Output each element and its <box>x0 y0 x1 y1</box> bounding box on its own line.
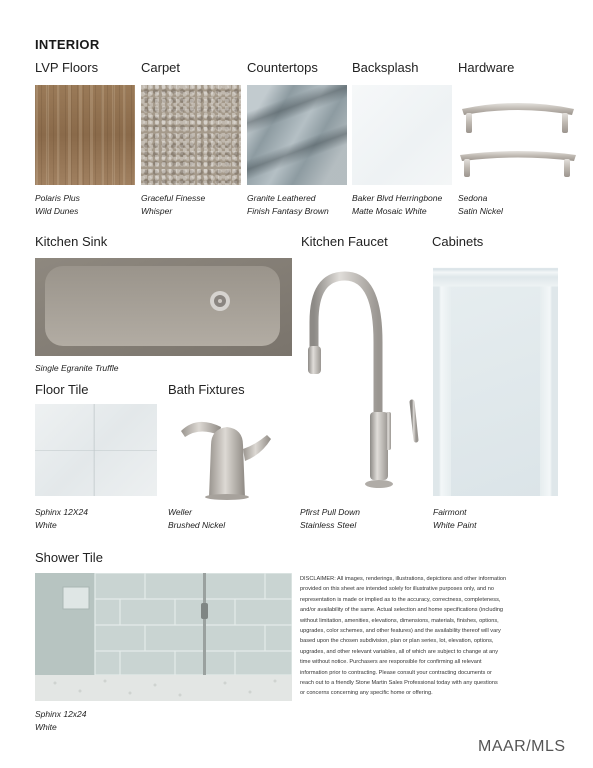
bath-faucet-icon <box>181 422 271 500</box>
disclaimer-line: or concerns concerning any specific home or offering. <box>300 690 433 697</box>
disclaimer-line: information prior to contracting. Please consult your contracting documents or <box>300 669 492 676</box>
disclaimer-line: provided on this sheet are intended solely for illustrative purposes only, and no <box>300 586 494 593</box>
lvp-floors-color: Wild Dunes <box>35 206 79 216</box>
lvp-floors-caption <box>35 192 80 218</box>
disclaimer-line: without limitation, amenities, elevations, dimensions, materials, finishes, options, <box>300 617 499 624</box>
countertops-name: Granite Leathered <box>247 193 316 203</box>
disclaimer-line: representation is made or implied as to the accuracy, correctness, completeness, <box>300 596 501 603</box>
shower-tile-name: Sphinx 12x24 <box>35 709 87 719</box>
carpet-swatch <box>141 85 241 185</box>
bath-fixtures-name: Weller <box>168 507 192 517</box>
backsplash-finish: Matte Mosaic White <box>352 206 427 216</box>
carpet-heading: Carpet <box>141 60 181 75</box>
backsplash-name: Baker Blvd Herringbone <box>352 193 443 203</box>
floor-tile-name: Sphinx 12X24 <box>35 507 88 517</box>
kitchen-faucet-swatch <box>300 262 425 502</box>
backsplash-heading: Backsplash <box>352 60 419 75</box>
shower-tile-caption <box>35 708 87 734</box>
lvp-floors-swatch <box>35 85 135 185</box>
hardware-name: Sedona <box>458 193 488 203</box>
countertops-caption <box>247 192 329 218</box>
countertops-finish: Finish Fantasy Brown <box>247 206 329 216</box>
shower-tile-swatch <box>35 573 292 701</box>
hardware-swatch <box>458 85 578 185</box>
kitchen-sink-heading: Kitchen Sink <box>35 234 108 249</box>
hardware-finish: Satin Nickel <box>458 206 503 216</box>
kitchen-faucet-name: Pfirst Pull Down <box>300 507 360 517</box>
disclaimer-line: DISCLAIMER: All images, renderings, illustrations, depictions and other information <box>300 576 507 582</box>
kitchen-faucet-heading: Kitchen Faucet <box>301 234 388 249</box>
countertops-swatch <box>247 85 347 185</box>
floor-tile-heading: Floor Tile <box>35 382 89 397</box>
carpet-color: Whisper <box>141 206 173 216</box>
bath-fixtures-finish: Brushed Nickel <box>168 520 226 530</box>
disclaimer-line: upgrades, color schemes, and other features) and the availability thereof will vary <box>300 628 501 635</box>
bath-fixtures-caption <box>168 506 225 532</box>
lvp-floors-heading: LVP Floors <box>35 60 99 75</box>
cabinet-pull-icon <box>462 103 574 133</box>
kitchen-faucet-caption <box>300 506 360 532</box>
cabinets-heading: Cabinets <box>432 234 484 249</box>
cabinets-swatch <box>433 258 558 496</box>
disclaimer-text <box>300 574 565 699</box>
shower-tile-heading: Shower Tile <box>35 550 103 565</box>
backsplash-swatch <box>352 85 452 185</box>
floor-tile-color: White <box>35 520 57 530</box>
kitchen-faucet-finish: Stainless Steel <box>300 520 357 530</box>
cabinets-name: Fairmont <box>433 507 467 517</box>
drawer-pull-icon <box>460 151 576 177</box>
lvp-floors-name: Polaris Plus <box>35 193 80 203</box>
carpet-name: Graceful Finesse <box>141 193 206 203</box>
cabinets-finish: White Paint <box>433 520 477 530</box>
disclaimer-line: and/or availability of the same. Actual selection and home specifications (including <box>300 607 504 614</box>
countertops-heading: Countertops <box>247 60 318 75</box>
disclaimer-line: reach out to a friendly Stone Martin Sales Professional today with any questions <box>300 680 498 687</box>
carpet-caption <box>141 192 205 218</box>
floor-tile-swatch <box>35 404 157 496</box>
disclaimer-line: based upon the chosen subdivision, plan or plan series, lot, elevation, options, <box>300 638 494 645</box>
bath-fixtures-heading: Bath Fixtures <box>168 382 245 397</box>
floor-tile-caption <box>35 506 88 532</box>
drain-icon <box>210 291 230 311</box>
hardware-heading: Hardware <box>458 60 515 75</box>
disclaimer-line: upgrades, and other relevant variables, all of which are subject to change at any <box>300 648 499 655</box>
kitchen-sink-swatch <box>35 258 292 356</box>
bath-fixtures-swatch <box>175 405 280 500</box>
kitchen-sink-caption: Single Egranite Truffle <box>35 363 119 373</box>
cabinets-caption <box>433 506 476 532</box>
disclaimer-line: time without notice. Purchasers are responsible for confirming all relevant <box>300 659 482 666</box>
kitchen-faucet-icon <box>308 276 416 488</box>
page-title: INTERIOR <box>35 37 100 52</box>
hardware-caption <box>458 192 503 218</box>
shower-tile-color: White <box>35 722 57 732</box>
backsplash-caption <box>352 192 442 218</box>
watermark: MAAR/MLS <box>478 738 566 755</box>
